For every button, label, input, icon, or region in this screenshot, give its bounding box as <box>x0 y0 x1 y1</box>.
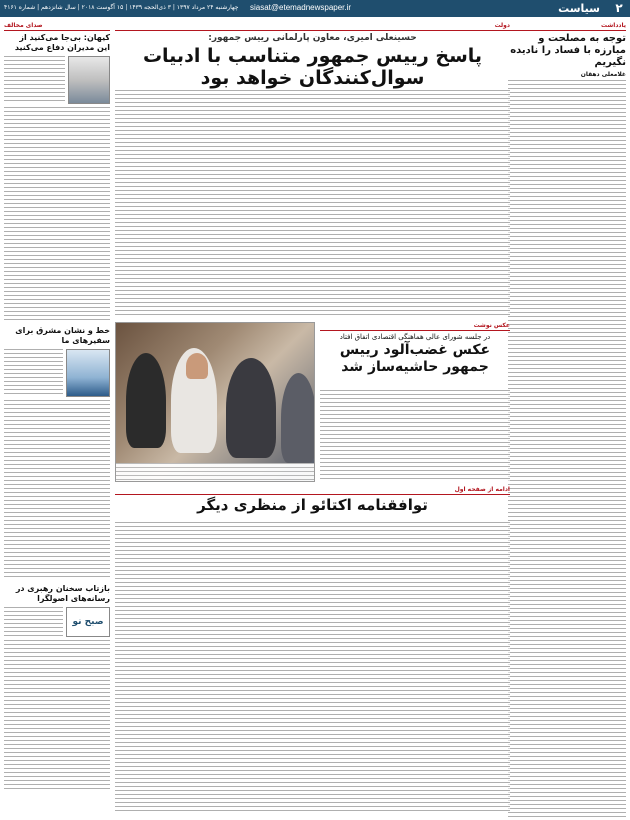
main-kicker: دولت <box>115 22 510 31</box>
item2-body <box>4 400 110 580</box>
item1-title: کیهان: بی‌جا می‌کنید از این مدیران دفاع می‌کنید <box>14 33 110 52</box>
news-photo <box>115 322 315 482</box>
opinion-kicker: یادداشت <box>508 22 626 31</box>
photo-story-header <box>320 322 510 376</box>
dissent-column <box>4 22 110 816</box>
photo-story-body <box>320 390 510 482</box>
third-article-header <box>115 486 510 514</box>
opinion-headline: توجه به مصلحت و مبارزه با فساد را ناديده نگيريم <box>510 33 626 68</box>
lead-article-body <box>115 90 510 315</box>
item3-logo: صبح نو <box>66 607 110 637</box>
third-article-body <box>115 522 510 812</box>
photo-story-kicker: عکس نوشت <box>320 322 510 331</box>
dateline: چهارشنبه ۲۴ مرداد ۱۳۹۷ | ۳ ذی‌الحجه ۱۴۳۹ | ۱۵ آگوست ۲۰۱۸ | سال شانزدهم | شماره ۴۱۶۱ <box>4 4 239 11</box>
item2-thumbnail <box>66 349 110 397</box>
item1-body <box>4 107 110 322</box>
website-link[interactable]: siasat@etemadnewspaper.ir <box>250 3 352 12</box>
opinion-body-text <box>508 80 626 820</box>
third-kicker: ادامه از صفحه اول <box>115 486 510 495</box>
item1-thumbnail <box>68 56 110 104</box>
item3-title: بازتاب سخنان رهبری در رسانه‌های اصولگرا <box>15 584 110 603</box>
opinion-byline: غلامعلی دهقان <box>580 71 626 78</box>
section-label: سیاست <box>558 2 600 15</box>
page-number: ۲ <box>615 1 623 15</box>
page-header <box>0 0 630 17</box>
photo-story-supertitle: در جلسه شورای عالی هماهنگی اقتصادی اتفاق افتاد <box>339 333 491 341</box>
main-headline: پاسخ رییس جمهور متناسب با ادبیات سوال‌کنندگان خواهد بود <box>142 45 483 89</box>
opinion-column <box>508 22 626 816</box>
third-title: توافقنامه اکتائو از منظری دیگر <box>197 496 428 514</box>
photo-story-title: عکس غضب‌آلود رییس جمهور حاشیه‌ساز شد <box>339 342 491 375</box>
item2-title: خط و نشان مشرق برای سفیرهای ما <box>15 326 110 345</box>
dissent-kicker: صدای مخالف <box>4 22 110 31</box>
item3-body <box>4 640 110 790</box>
main-articles <box>115 22 510 816</box>
main-supertitle: حسینعلی امیری، معاون پارلمانی رییس جمهور: <box>208 33 417 43</box>
